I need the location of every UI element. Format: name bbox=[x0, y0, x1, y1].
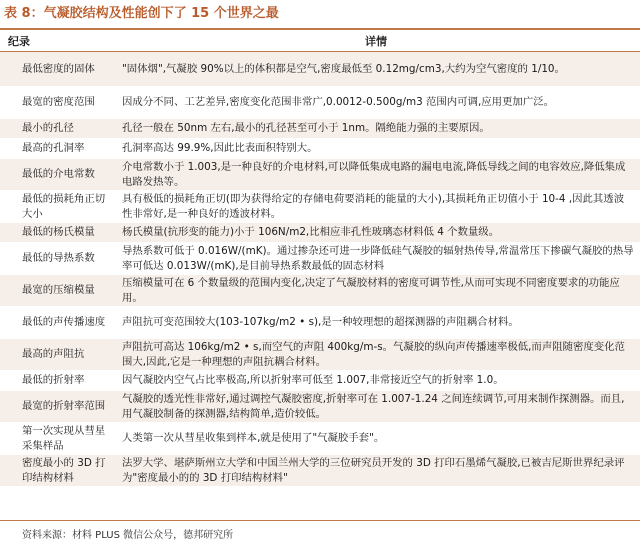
record-cell: 最低的导热系数 bbox=[0, 243, 112, 275]
record-cell: 最高的声阻抗 bbox=[0, 339, 112, 371]
record-cell: 最低密度的固体 bbox=[0, 52, 112, 87]
header-detail: 详情 bbox=[112, 31, 640, 52]
table-row bbox=[0, 119, 640, 139]
table-row bbox=[0, 339, 640, 371]
detail-cell: 因气凝胶内空气占比率极高,所以折射率可低至 1.007,非常接近空气的折射率 1.0。 bbox=[112, 371, 640, 391]
table-row bbox=[0, 391, 640, 423]
record-cell: 最低的声传播速度 bbox=[0, 307, 112, 339]
record-cell: 最低的介电常数 bbox=[0, 159, 112, 191]
table-body bbox=[0, 52, 640, 487]
source-note: 资料来源：材料 PLUS 微信公众号，德邦研究所 bbox=[22, 530, 234, 541]
record-cell: 第一次实现从彗星采集样品 bbox=[0, 423, 112, 455]
bottom-rule bbox=[0, 520, 640, 521]
record-cell: 最宽的压缩模量 bbox=[0, 275, 112, 307]
header-record: 纪录 bbox=[0, 31, 112, 52]
records-table bbox=[0, 31, 640, 487]
table-row bbox=[0, 87, 640, 119]
detail-cell: 具有极低的损耗角正切(即为获得给定的存储电荷要消耗的能量的大小),其损耗角正切值小于 10-4 ,因此其透波性非常好,是一种良好的透波材料。 bbox=[112, 191, 640, 223]
top-rule bbox=[0, 28, 640, 30]
table-row bbox=[0, 191, 640, 223]
table-row bbox=[0, 371, 640, 391]
detail-cell: 气凝胶的透光性非常好,通过调控气凝胶密度,折射率可在 1.007-1.24 之间连续调节,可用来制作探测器。而且,用气凝胶制备的探测器,结构简单,造价较低。 bbox=[112, 391, 640, 423]
table-row bbox=[0, 423, 640, 455]
detail-cell: 法罗大学、堪萨斯州立大学和中国兰州大学的三位研究员开发的 3D 打印石墨烯气凝胶,已被吉尼斯世界纪录评为"密度最小的的 3D 打印结构材料" bbox=[112, 455, 640, 487]
detail-cell: 压缩模量可在 6 个数量级的范围内变化,决定了气凝胶材料的密度可调节性,从而可实现不同密度要求的功能应用。 bbox=[112, 275, 640, 307]
detail-cell: 杨氏模量(抗形变的能力)小于 106N/m2,比相应非孔性玻璃态材料低 4 个数量级。 bbox=[112, 223, 640, 243]
table-row bbox=[0, 455, 640, 487]
table-row bbox=[0, 307, 640, 339]
record-cell: 最宽的折射率范围 bbox=[0, 391, 112, 423]
table-row bbox=[0, 223, 640, 243]
detail-cell: "固体烟",气凝胶 90%以上的体积都是空气,密度最低至 0.12mg/cm3,大约为空气密度的 1/10。 bbox=[112, 52, 640, 87]
detail-cell: 孔洞率高达 99.9%,因此比表面积特别大。 bbox=[112, 139, 640, 159]
table-row bbox=[0, 52, 640, 87]
record-cell: 最低的折射率 bbox=[0, 371, 112, 391]
detail-cell: 人类第一次从彗星收集到样本,就是使用了"气凝胶手套"。 bbox=[112, 423, 640, 455]
table-row bbox=[0, 159, 640, 191]
record-cell: 最低的损耗角正切大小 bbox=[0, 191, 112, 223]
detail-cell: 孔径一般在 50nm 左右,最小的孔径甚至可小于 1nm。隔绝能力强的主要原因。 bbox=[112, 119, 640, 139]
detail-cell: 介电常数小于 1.003,是一种良好的介电材料,可以降低集成电路的漏电电流,降低导线之间的电容效应,降低集成电路发热等。 bbox=[112, 159, 640, 191]
table-row bbox=[0, 275, 640, 307]
detail-cell: 因成分不同、工艺差异,密度变化范围非常广,0.0012-0.500g/m3 范围内可调,应用更加广泛。 bbox=[112, 87, 640, 119]
record-cell: 最宽的密度范围 bbox=[0, 87, 112, 119]
record-cell: 最高的孔洞率 bbox=[0, 139, 112, 159]
detail-cell: 声阻抗可变范围较大(103-107kg/m2 • s),是一种较理想的超探测器的声阻耦合材料。 bbox=[112, 307, 640, 339]
record-cell: 最小的孔径 bbox=[0, 119, 112, 139]
detail-cell: 声阻抗可高达 106kg/m2 • s,而空气的声阻 400kg/m-s。气凝胶的纵向声传播速率极低,而声阻随密度变化范围大,因此,它是一种理想的声阻抗耦合材料。 bbox=[112, 339, 640, 371]
table-row bbox=[0, 243, 640, 275]
table-title: 表 8：气凝胶结构及性能创下了 15 个世界之最 bbox=[4, 6, 279, 21]
record-cell: 密度最小的 3D 打印结构材料 bbox=[0, 455, 112, 487]
table-row bbox=[0, 139, 640, 159]
record-cell: 最低的杨氏模量 bbox=[0, 223, 112, 243]
detail-cell: 导热系数可低于 0.016W/(mK)。通过掺杂还可进一步降低硅气凝胶的辐射热传导,常温常压下掺碳气凝胶的热导率可低达 0.013W/(mK),是目前导热系数最低的固态材料 bbox=[112, 243, 640, 275]
table-header-row bbox=[0, 31, 640, 52]
